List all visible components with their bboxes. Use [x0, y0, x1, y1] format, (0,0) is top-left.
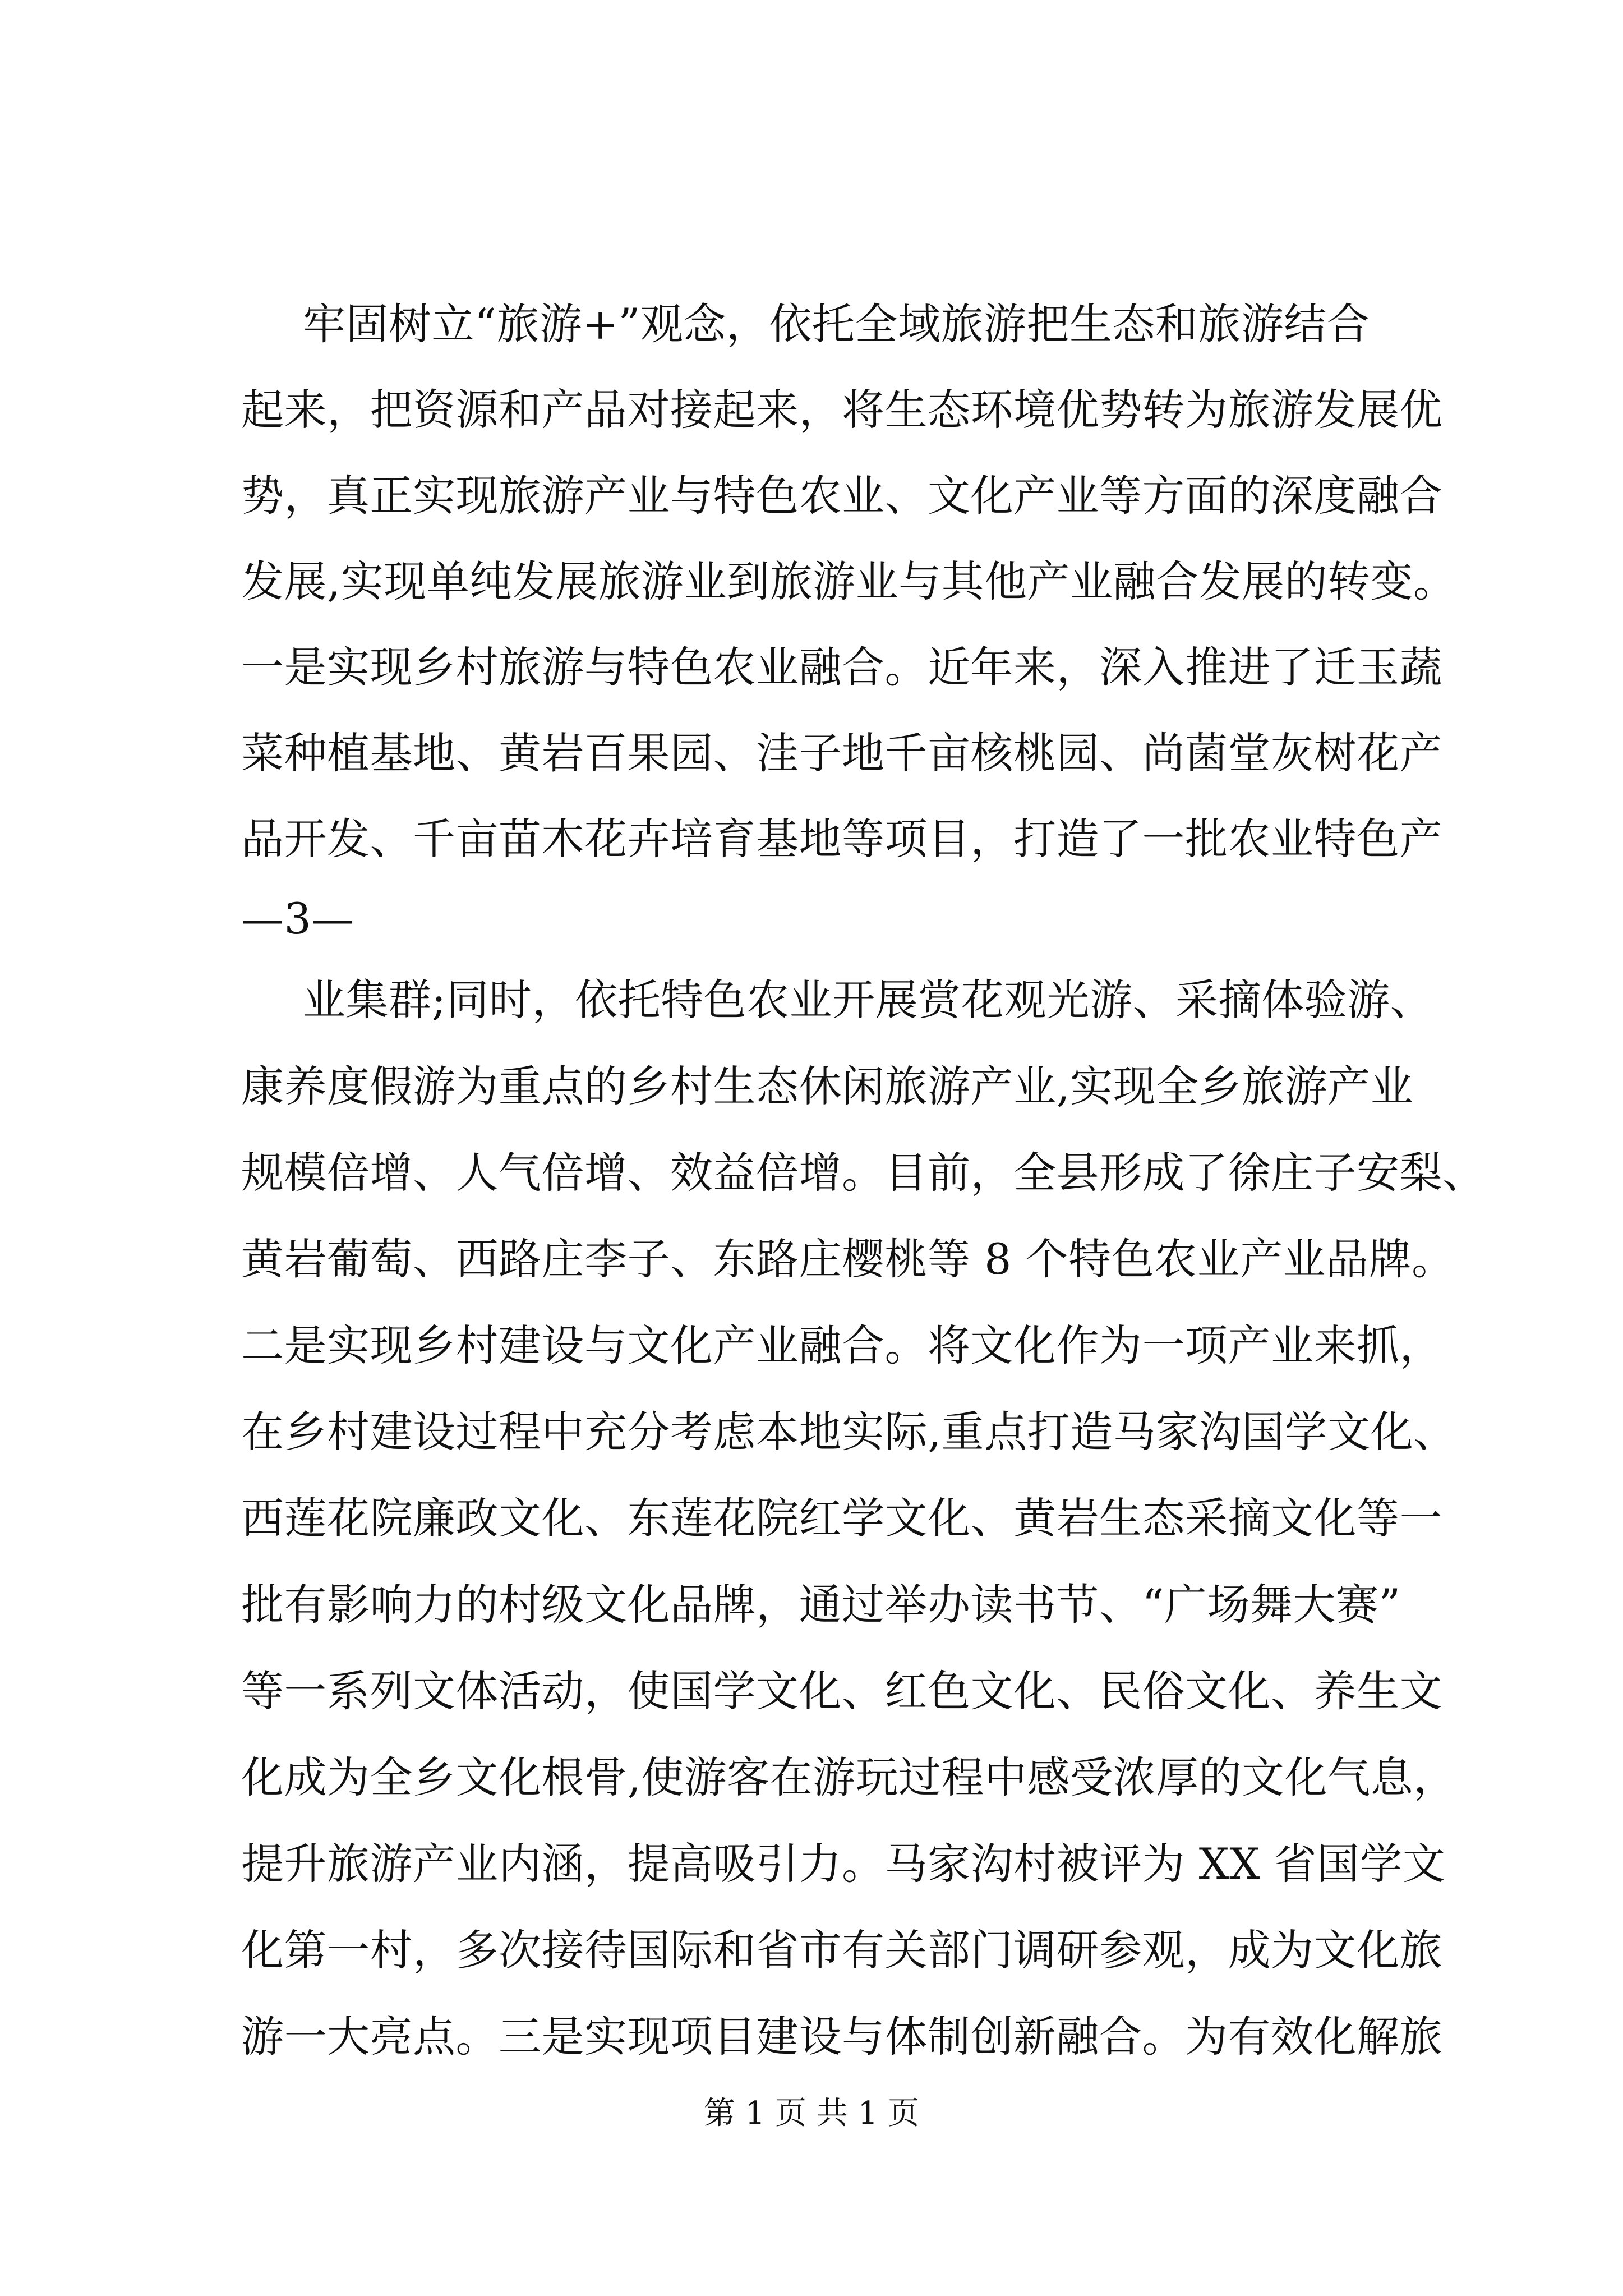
text-line: 康养度假游为重点的乡村生态休闲旅游产业,实现全乡旅游产业 — [241, 1061, 1414, 1111]
text-line: 游一大亮点。三是实现项目建设与体制创新融合。为有效化解旅 — [241, 2012, 1442, 2062]
text-line: 一是实现乡村旅游与特色农业融合。近年来，深入推进了迁玉蔬 — [241, 642, 1442, 692]
text-line: 黄岩葡萄、西路庄李子、东路庄樱桃等 8 个特色农业产业品牌。 — [241, 1234, 1455, 1284]
page-marker: —3— — [241, 894, 354, 944]
text-line: 化第一村，多次接待国际和省市有关部门调研参观，成为文化旅 — [241, 1925, 1442, 1975]
text-line: 业集群;同时，依托特色农业开展赏花观光游、采摘体验游、 — [303, 975, 1433, 1025]
text-line: 西莲花院廉政文化、东莲花院红学文化、黄岩生态采摘文化等一 — [241, 1493, 1442, 1543]
text-line: 规模倍增、人气倍增、效益倍增。目前，全县形成了徐庄子安梨、 — [241, 1148, 1486, 1198]
text-line: 提升旅游产业内涵，提高吸引力。马家沟村被评为 XX 省国学文 — [241, 1839, 1446, 1889]
text-line: 等一系列文体活动，使国学文化、红色文化、民俗文化、养生文 — [241, 1666, 1442, 1716]
text-line: 在乡村建设过程中充分考虑本地实际,重点打造马家沟国学文化、 — [241, 1407, 1456, 1457]
text-line: 二是实现乡村建设与文化产业融合。将文化作为一项产业来抓， — [241, 1320, 1442, 1370]
text-line: 发展,实现单纯发展旅游业到旅游业与其他产业融合发展的转变。 — [241, 556, 1456, 606]
text-line: 批有影响力的村级文化品牌，通过举办读书节、“广场舞大赛” — [241, 1580, 1401, 1630]
text-line: 起来，把资源和产品对接起来，将生态环境优势转为旅游发展优 — [241, 385, 1442, 435]
text-line: 化成为全乡文化根骨,使游客在游玩过程中感受浓厚的文化气息， — [241, 1752, 1456, 1802]
text-line: 品开发、千亩苗木花卉培育基地等项目，打造了一批农业特色产 — [241, 814, 1442, 864]
text-line: 势，真正实现旅游产业与特色农业、文化产业等方面的深度融合 — [241, 471, 1442, 521]
page-footer: 第 1 页 共 1 页 — [703, 2095, 920, 2132]
text-line: 菜种植基地、黄岩百果园、洼子地千亩核桃园、尚菌堂灰树花产 — [241, 728, 1442, 778]
text-line: 牢固树立“旅游+”观念，依托全域旅游把生态和旅游结合 — [303, 299, 1370, 349]
